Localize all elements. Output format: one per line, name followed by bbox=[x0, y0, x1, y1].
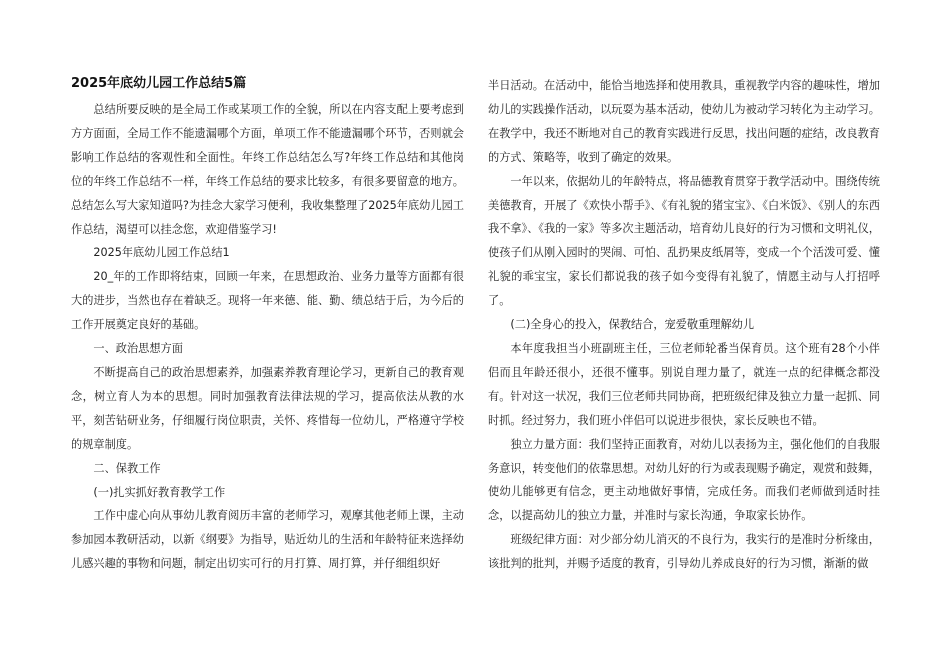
subheading: 一、政治思想方面 bbox=[93, 342, 183, 356]
subheading: (二)全身心的投入，保教结合，宠爱敬重理解幼儿 bbox=[510, 318, 755, 332]
right-column bbox=[488, 74, 880, 576]
left-column bbox=[71, 74, 464, 576]
section-heading: 2025年底幼儿园工作总结1 bbox=[93, 246, 230, 260]
body-paragraph: 本年度我担当小班副班主任，三位老师轮番当保育员。这个班有28个小伴侣而且年龄还很小，还很不懂事。别说自理力量了，就连一点的纪律概念都没有。针对这一状况，我们三位老师共同协商，把班级纪律及独立力量一起抓、同时抓。经过努力，我们班小伴侣可以说进步很快，家长反映也不错。 bbox=[488, 341, 880, 427]
subheading: 二、保教工作 bbox=[93, 461, 161, 475]
body-paragraph-continued: 半日活动。在活动中，能恰当地选择和使用教具，重视教学内容的趣味性，增加幼儿的实践操作活动，以玩耍为基本活动，使幼儿为被动学习转化为主动学习。在教学中，我还不断地对自己的教育实践进行反思，找出问题的症结，改良教育的方式、策略等，收到了确定的效果。 bbox=[488, 79, 880, 164]
body-paragraph: 班级纪律方面：对少部分幼儿消灭的不良行为，我实行的是准时分析缘由，该批判的批判，并赐予适度的教育，引导幼儿养成良好的行为习惯，渐渐的做 bbox=[488, 533, 880, 571]
body-paragraph: 一年以来，依据幼儿的年龄特点，将品德教育贯穿于教学活动中。围绕传统美德教育，开展了《欢快小帮手》、《有礼貌的猪宝宝》、《白米饭》、《别人的东西我不拿》、《我的一家》等多次主题活动，培育幼儿良好的行为习惯和文明礼仪，使孩子们从刚入园时的哭闹、可怕、乱扔果皮纸屑等，变成一个个活泼可爱、懂礼貌的乖宝宝，家长们都说我的孩子如今变得有礼貌了，情愿主动与人打招呼了。 bbox=[488, 174, 880, 308]
intro-paragraph: 总结所要反映的是全局工作或某项工作的全貌，所以在内容支配上要考虑到方方面面，全局工作不能遗漏哪个方面，单项工作不能遗漏哪个环节，否则就会影响工作总结的客观性和全面性。年终工作总结怎么写?年终工作总结和其他岗位的年终工作总结不一样，年终工作总结的要求比较多，有很多要留意的地方。总结怎么写大家知道吗?为挂念大家学习便利，我收集整理了2025年底幼儿园工作总结，渴望可以挂念您，欢迎借鉴学习! bbox=[71, 103, 464, 236]
body-paragraph: 工作中虚心向从事幼儿教育阅历丰富的老师学习，观摩其他老师上课，主动参加园本教研活动，以新《纲要》为指导，贴近幼儿的生活和年龄特征来选择幼儿感兴趣的事物和问题，制定出切实可行的月打算、周打算，并仔细组织好 bbox=[71, 509, 464, 571]
body-paragraph: 独立力量方面：我们坚持正面教育，对幼儿以表扬为主，强化他们的自我服务意识，转变他们的依靠思想。对幼儿好的行为或表现赐予确定，观赏和鼓舞，使幼儿能够更有信念，更主动地做好事情，完成任务。而我们老师做到适时挂念，以提高幼儿的独立力量，并准时与家长沟通，争取家长协作。 bbox=[488, 437, 880, 523]
body-paragraph: 20_年的工作即将结束，回顾一年来，在思想政治、业务力量等方面都有很大的进步，当然也存在着缺乏。现将一年来德、能、勤、绩总结于后，为今后的工作开展奠定良好的基础。 bbox=[71, 270, 464, 332]
body-paragraph: 不断提高自己的政治思想素养，加强素养教育理论学习，更新自己的教育观念，树立育人为本的思想。同时加强教育法律法规的学习，提高依法从教的水平，刻苦钻研业务，仔细履行岗位职责，关怀、疼惜每一位幼儿，严格遵守学校的规章制度。 bbox=[71, 365, 464, 451]
document-title: 2025年底幼儿园工作总结5篇 bbox=[71, 76, 247, 91]
subheading: (一)扎实抓好教育教学工作 bbox=[93, 485, 226, 499]
